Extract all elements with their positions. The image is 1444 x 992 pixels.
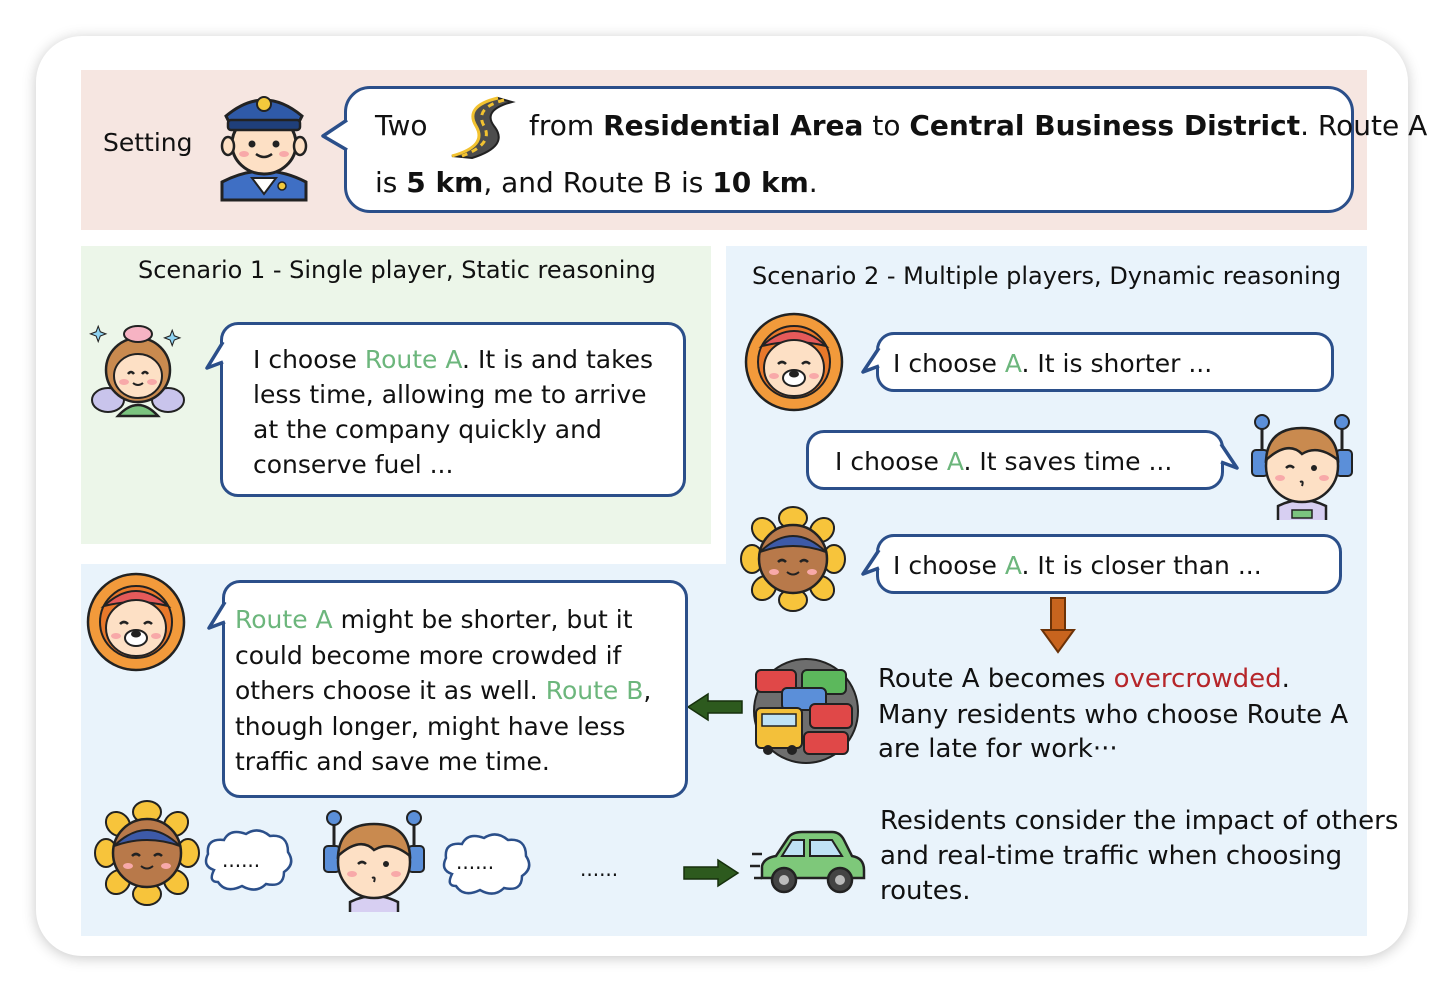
scenario1-line-3: at the company quickly and [253, 415, 602, 444]
robot-boy-thinking-icon [320, 806, 428, 916]
setting-line-1: Two [375, 109, 428, 142]
lion-girl-icon [742, 312, 846, 412]
crowd-line-2: Many residents who choose Route A [878, 700, 1349, 730]
scenario1-bubble-tail [204, 340, 226, 372]
scenario2-bubble-3-tail [860, 548, 882, 578]
traffic-jam-icon [752, 656, 860, 766]
final-line-3: routes. [880, 876, 971, 906]
setting-label: Setting [103, 128, 193, 157]
scenario2-bubble-1-tail [860, 346, 882, 376]
reflection-line-5: traffic and save me time. [235, 747, 550, 776]
right-arrow-icon [684, 858, 740, 888]
reflection-line-1: Route A might be shorter, but it [235, 605, 633, 634]
scenario1-line-4: conserve fuel ... [253, 450, 454, 479]
reflection-bubble-tail [206, 600, 228, 632]
thought-text-2: ...... [456, 850, 495, 874]
car-icon [752, 830, 868, 896]
scenario1-line-2: less time, allowing me to arrive [253, 380, 647, 409]
lion-girl-reflecting-icon [84, 572, 188, 672]
scenario2-bubble-2-tail [1218, 442, 1240, 472]
police-officer-icon [212, 82, 316, 200]
scenario2-bubble-1-text: I choose A. It is shorter ... [893, 349, 1213, 378]
fairy-girl-icon [88, 320, 188, 416]
scenario1-title: Scenario 1 - Single player, Static reasoning [138, 256, 656, 284]
sunflower-kid-thinking-icon [94, 800, 200, 906]
sunflower-kid-icon [740, 506, 846, 612]
final-line-2: and real-time traffic when choosing [880, 841, 1343, 871]
scenario2-bubble-2-text: I choose A. It saves time ... [835, 447, 1173, 476]
road-icon [446, 96, 520, 160]
thought-text-3: ...... [580, 857, 619, 881]
reflection-line-3: others choose it as well. Route B, [235, 676, 652, 705]
left-arrow-icon [688, 692, 744, 722]
down-arrow-icon [1040, 598, 1076, 654]
reflection-line-4: though longer, might have less [235, 712, 626, 741]
reflection-line-2: could become more crowded if [235, 641, 622, 670]
thought-text-1: ...... [222, 848, 261, 872]
setting-line-1-rest: from Residential Area to Central Business District. Route A [529, 109, 1428, 142]
setting-line-2: is 5 km, and Route B is 10 km. [375, 166, 818, 199]
robot-boy-icon [1248, 410, 1356, 520]
setting-bubble-tail [320, 118, 350, 152]
scenario2-bubble-3-text: I choose A. It is closer than ... [893, 551, 1262, 580]
scenario1-line-1: I choose Route A. It is and takes [253, 345, 654, 374]
scenario2-title: Scenario 2 - Multiple players, Dynamic reasoning [752, 262, 1342, 290]
final-line-1: Residents consider the impact of others [880, 806, 1399, 836]
crowd-line-1: Route A becomes overcrowded. [878, 664, 1290, 694]
crowd-line-3: are late for work··· [878, 734, 1118, 764]
